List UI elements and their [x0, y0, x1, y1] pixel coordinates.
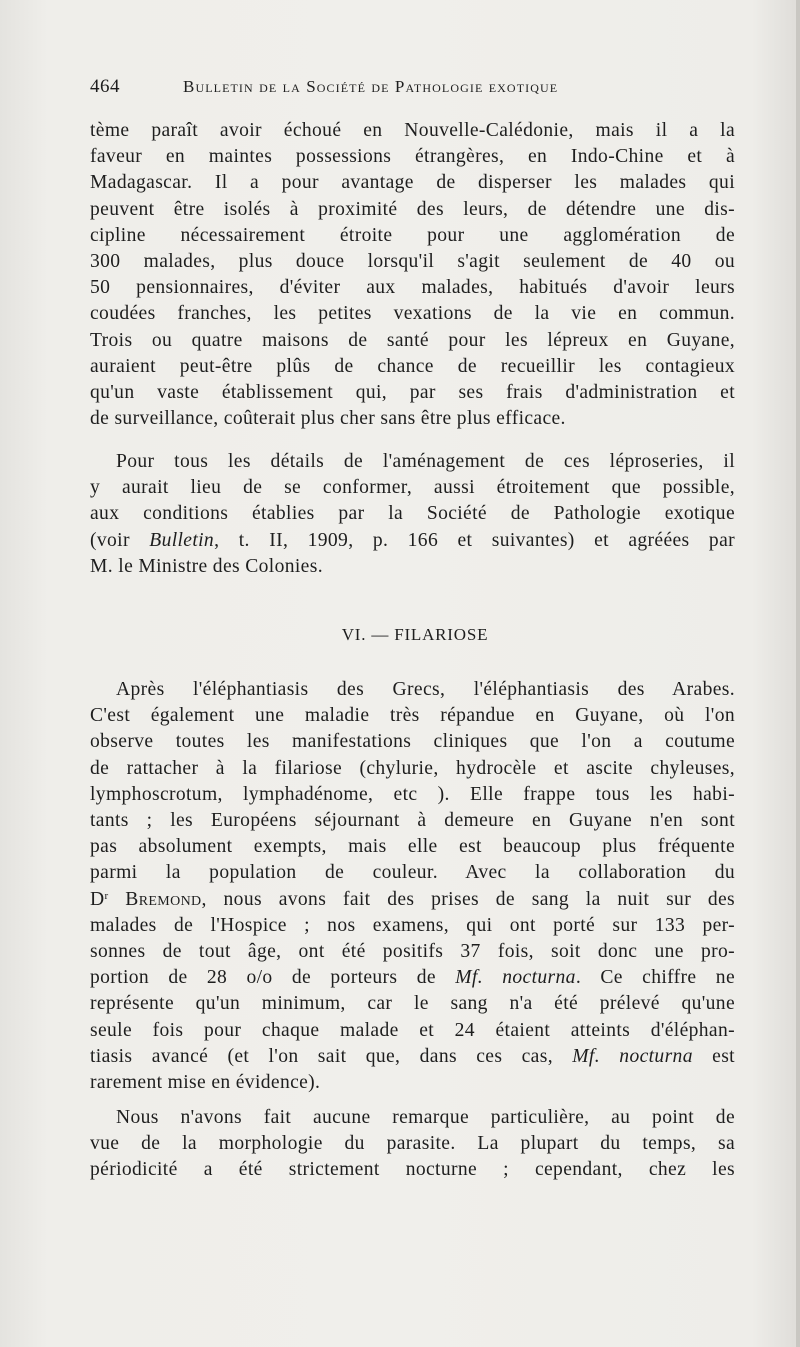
text-line: auraient peut-être plûs de chance de recueillir les contagieux	[90, 355, 735, 377]
paragraph-filariose	[90, 677, 735, 1096]
italic-species: Mf. nocturna	[455, 967, 576, 989]
text-line: parmi la population de couleur. Avec la collaboration du	[90, 862, 735, 884]
superscript: r	[104, 889, 109, 902]
text-line: sonnes de tout âge, ont été positifs 37 fois, soit donc une pro-	[90, 941, 735, 963]
text-run: (voir	[90, 529, 150, 551]
text-line: Trois ou quatre maisons de santé pour les lépreux en Guyane,	[90, 329, 735, 351]
running-title: Bulletin de la Société de Pathologie exotique	[183, 77, 559, 96]
text-line: malades de l'Hospice ; nos examens, qui ont porté sur 133 per-	[90, 914, 735, 936]
text-line	[90, 965, 735, 991]
text-run: est	[692, 1045, 735, 1067]
text-line: C'est également une maladie très répandue en Guyane, où l'on	[90, 705, 735, 727]
text-line: observe toutes les manifestations cliniques que l'on a coutume	[90, 731, 735, 753]
text-line: lymphoscrotum, lymphadénome, etc ). Elle frappe tous les habi-	[90, 783, 735, 805]
text-run: portion de 28 o/o de porteurs de	[90, 967, 456, 989]
text-line	[90, 887, 735, 913]
text-run: , nous avons fait des prises de sang la nuit sur des	[201, 888, 735, 910]
text-run: , t. II, 1909, p. 166 et suivantes) et agréées par	[214, 529, 735, 551]
text-line: périodicité a été strictement nocturne ; cependant, chez les	[90, 1159, 735, 1181]
text-line: Madagascar. Il a pour avantage de disperser les malades qui	[90, 172, 735, 194]
page-number: 464	[90, 76, 120, 97]
text-line: 50 pensionnaires, d'éviter aux malades, habitués d'avoir leurs	[90, 277, 735, 299]
text-line: vue de la morphologie du parasite. La plupart du temps, sa	[90, 1133, 735, 1155]
text-line: de surveillance, coûterait plus cher sans être plus efficace.	[90, 408, 566, 430]
page-edge-shadow	[796, 0, 800, 1347]
running-header	[90, 76, 740, 102]
italic-species: Mf. nocturna	[572, 1045, 693, 1067]
paragraph-continuation	[90, 118, 735, 432]
section-heading	[0, 625, 800, 645]
text-line: Après l'éléphantiasis des Grecs, l'éléphantiasis des Arabes.	[116, 679, 735, 700]
section-heading-text: VI. — FILARIOSE	[341, 625, 489, 644]
text-line: y aurait lieu de se conformer, aussi étroitement que possible,	[90, 477, 735, 499]
text-line: tème paraît avoir échoué en Nouvelle-Calédonie, mais il a la	[90, 120, 735, 141]
paragraph-leproseries	[90, 449, 735, 580]
paragraph-morphologie	[90, 1105, 735, 1184]
small-caps-name: Bremond	[125, 888, 202, 910]
text-run: . Ce chiffre ne	[575, 967, 735, 989]
italic-title: Bulletin	[149, 529, 215, 551]
text-line: 300 malades, plus douce lorsqu'il s'agit seulement de 40 ou	[90, 251, 735, 273]
text-line: Pour tous les détails de l'aménagement de ces léproseries, il	[116, 451, 735, 472]
text-line: M. le Ministre des Colonies.	[90, 555, 323, 577]
text-line: rarement mise en évidence).	[90, 1072, 321, 1094]
text-line: tants ; les Européens séjournant à demeure en Guyane n'en sont	[90, 810, 735, 832]
text-line: pas absolument exempts, mais elle est beaucoup plus fréquente	[90, 836, 735, 858]
text-line: Nous n'avons fait aucune remarque particulière, au point de	[116, 1107, 735, 1128]
text-line: coudées franches, les petites vexations de la vie en commun.	[90, 303, 735, 325]
text-run: tiasis avancé (et l'on sait que, dans ces cas,	[90, 1045, 573, 1067]
text-run: D	[90, 888, 105, 910]
text-line: cipline nécessairement étroite pour une agglomération de	[90, 224, 735, 246]
text-line: de rattacher à la filariose (chylurie, hydrocèle et ascite chyleuses,	[90, 757, 735, 779]
text-line	[90, 1044, 735, 1070]
text-line: aux conditions établies par la Société de Pathologie exotique	[90, 503, 735, 525]
text-line: faveur en maintes possessions étrangères, en Indo-Chine et à	[90, 146, 735, 168]
text-line: peuvent être isolés à proximité des leurs, de détendre une dis-	[90, 198, 735, 220]
text-line: représente qu'un minimum, car le sang n'a été prélevé qu'une	[90, 993, 735, 1015]
text-line: qu'un vaste établissement qui, par ses frais d'administration et	[90, 382, 735, 404]
text-line	[90, 528, 735, 554]
text-line: seule fois pour chaque malade et 24 étaient atteints d'éléphan-	[90, 1019, 735, 1041]
